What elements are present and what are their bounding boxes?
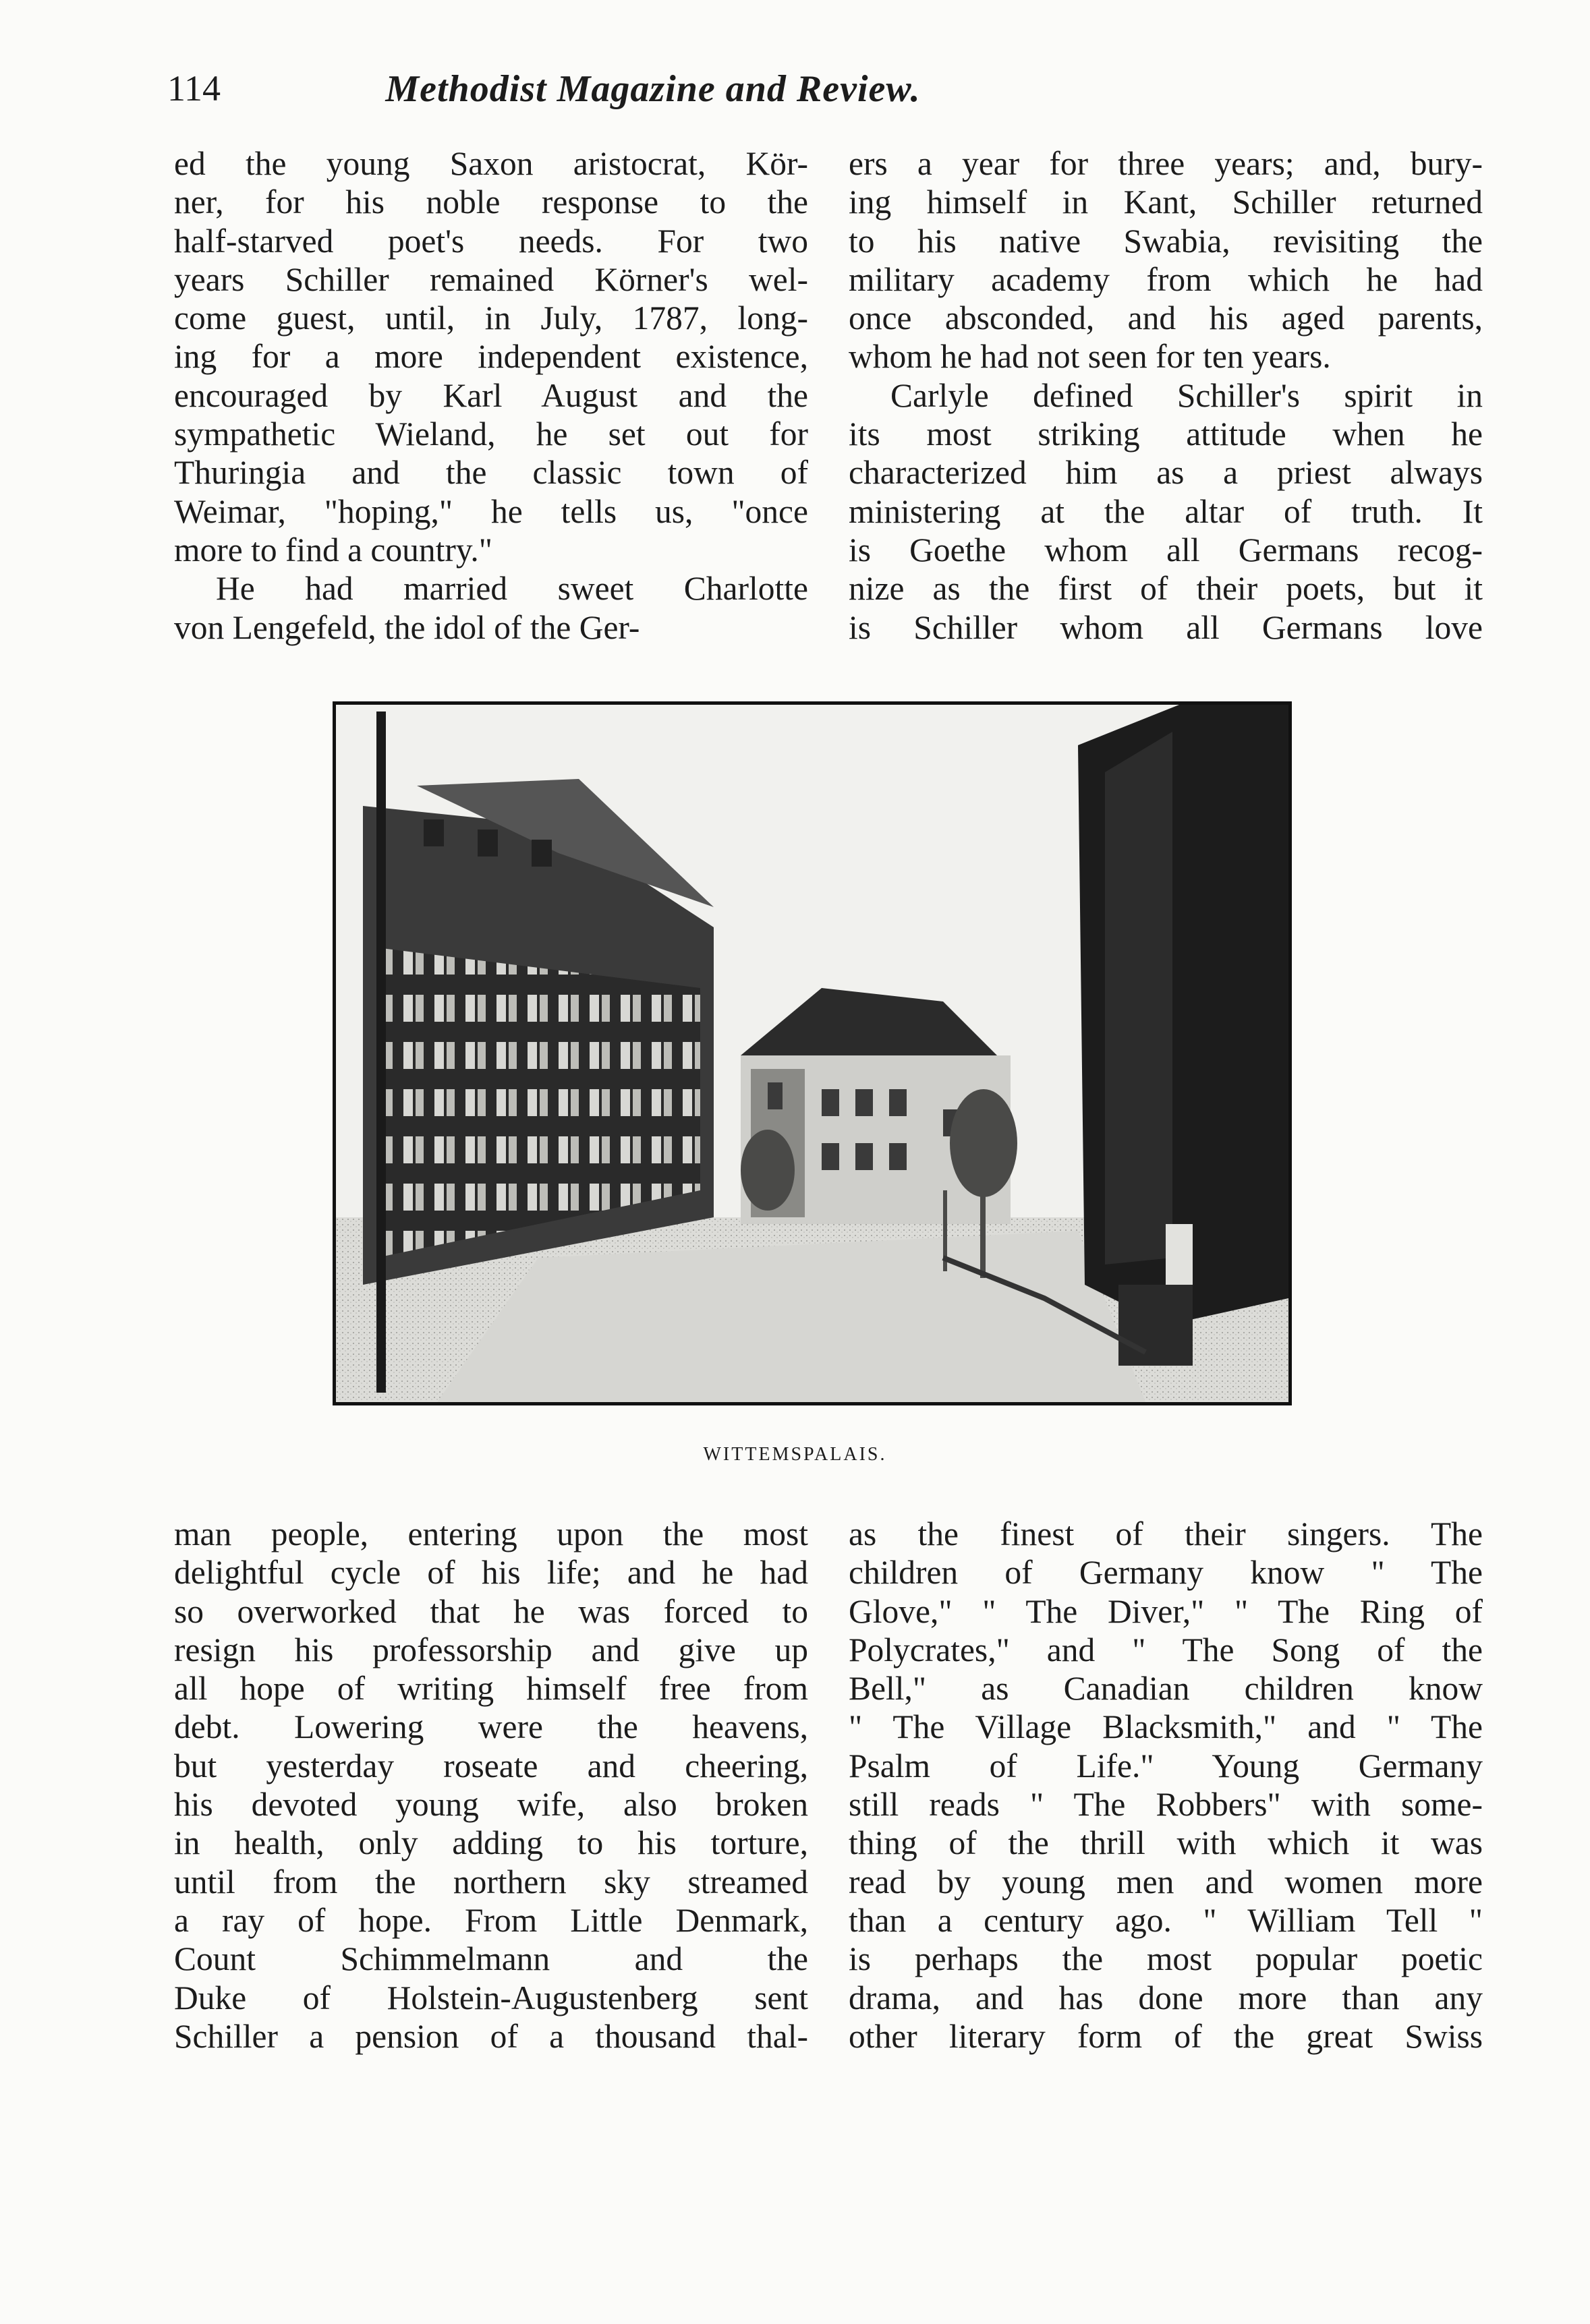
text-line: drama, and has done more than any [849, 1979, 1483, 2016]
text-line: years Schiller remained Körner's wel- [174, 260, 808, 298]
text-line: ed the young Saxon aristocrat, Kör- [174, 145, 808, 182]
text-line: Psalm of Life." Young Germany [849, 1747, 1483, 1784]
text-line: ers a year for three years; and, bury- [849, 145, 1483, 182]
text-line: is perhaps the most popular poetic [849, 1940, 1483, 1978]
text-line: its most striking attitude when he [849, 415, 1483, 453]
text-line: once absconded, and his aged parents, [849, 299, 1483, 337]
text-line: as the finest of their singers. The [849, 1515, 1483, 1552]
text-line: than a century ago. " William Tell " [849, 1901, 1483, 1939]
text-line: delightful cycle of his life; and he had [174, 1554, 808, 1592]
text-line: all hope of writing himself free from [174, 1670, 808, 1708]
text-line: ner, for his noble response to the [174, 183, 808, 221]
text-line: read by young men and women more [849, 1863, 1483, 1900]
running-title: Methodist Magazine and Review. [385, 68, 921, 110]
street-scene-illustration [336, 705, 1288, 1402]
text-line: is Schiller whom all Germans love [849, 608, 1483, 646]
text-line: encouraged by Karl August and the [174, 376, 808, 414]
text-line: characterized him as a priest always [849, 454, 1483, 492]
text-line: more to find a country." [174, 531, 492, 569]
text-line: whom he had not seen for ten years. [849, 338, 1331, 376]
text-line: ing for a more independent existence, [174, 338, 808, 376]
text-line: to his native Swabia, revisiting the [849, 222, 1483, 260]
street-photograph [333, 701, 1292, 1405]
page-number: 114 [167, 68, 221, 109]
column-top-left [174, 144, 808, 647]
text-line: Bell," as Canadian children know [849, 1670, 1483, 1708]
text-line: in health, only adding to his torture, [174, 1824, 808, 1862]
text-line: thing of the thrill with which it was [849, 1824, 1483, 1862]
text-line: man people, entering upon the most [174, 1515, 808, 1552]
text-line: " The Village Blacksmith," and " The [849, 1708, 1483, 1746]
text-line: ministering at the altar of truth. It [849, 492, 1483, 530]
text-line: nize as the first of their poets, but it [849, 570, 1483, 608]
text-line: a ray of hope. From Little Denmark, [174, 1901, 808, 1939]
text-line: Thuringia and the classic town of [174, 454, 808, 492]
text-line: come guest, until, in July, 1787, long- [174, 299, 808, 337]
text-line: sympathetic Wieland, he set out for [174, 415, 808, 453]
text-line: but yesterday roseate and cheering, [174, 1747, 808, 1784]
text-line: He had married sweet Charlotte [216, 570, 808, 608]
column-bottom-left [174, 1515, 808, 2056]
text-line: Weimar, "hoping," he tells us, "once [174, 492, 808, 530]
text-line: Schiller a pension of a thousand thal- [174, 2017, 808, 2055]
text-line: still reads " The Robbers" with some- [849, 1786, 1483, 1824]
text-line: Carlyle defined Schiller's spirit in [890, 376, 1483, 414]
text-line: Duke of Holstein-Augustenberg sent [174, 1979, 808, 2016]
text-line: debt. Lowering were the heavens, [174, 1708, 808, 1746]
text-line: is Goethe whom all Germans recog- [849, 531, 1483, 569]
column-top-right [849, 144, 1483, 647]
text-line: Count Schimmelmann and the [174, 1940, 808, 1978]
text-line: military academy from which he had [849, 260, 1483, 298]
text-line: von Lengefeld, the idol of the Ger- [174, 608, 640, 646]
text-line: resign his professorship and give up [174, 1631, 808, 1668]
text-line: his devoted young wife, also broken [174, 1786, 808, 1824]
text-line: Polycrates," and " The Song of the [849, 1631, 1483, 1668]
text-line: Glove," " The Diver," " The Ring of [849, 1592, 1483, 1630]
text-line: until from the northern sky streamed [174, 1863, 808, 1900]
figure-caption: WITTEMSPALAIS. [703, 1444, 887, 1465]
page-header [167, 67, 1139, 121]
text-line: so overworked that he was forced to [174, 1592, 808, 1630]
text-line: ing himself in Kant, Schiller returned [849, 183, 1483, 221]
text-line: children of Germany know " The [849, 1554, 1483, 1592]
column-bottom-right [849, 1515, 1483, 2056]
text-line: other literary form of the great Swiss [849, 2017, 1483, 2055]
text-line: half-starved poet's needs. For two [174, 222, 808, 260]
